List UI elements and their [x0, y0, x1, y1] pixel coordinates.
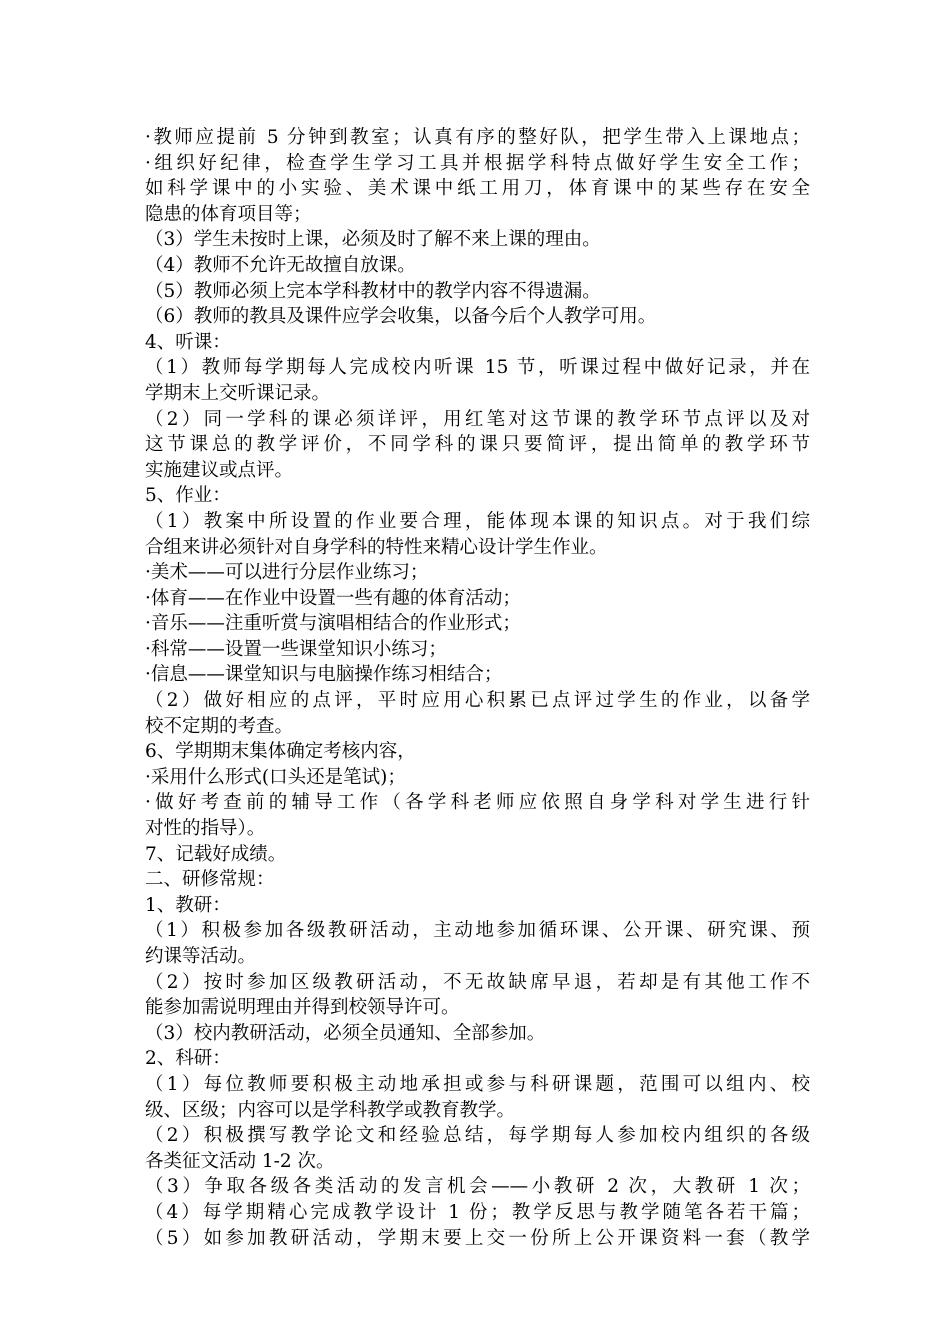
- text-line: （4）每学期精心完成教学设计 1 份；教学反思与教学随笔各若干篇；: [145, 1201, 810, 1223]
- text-line: 二、研修常规：: [145, 869, 275, 891]
- text-line: 校不定期的考查。: [145, 715, 294, 737]
- text-line: ·采用什么形式(口头还是笔试)；: [145, 766, 406, 788]
- text-line: （1）积极参加各级教研活动，主动地参加循环课、公开课、研究课、预: [145, 920, 810, 942]
- text-line: ·科常——设置一些课堂知识小练习；: [145, 638, 447, 660]
- text-line: （3）争取各级各类活动的发言机会——小教研 2 次，大教研 1 次；: [145, 1176, 810, 1198]
- text-line: 7、记载好成绩。: [145, 843, 287, 865]
- text-line: ·体育——在作业中设置一些有趣的体育活动；: [145, 587, 521, 609]
- text-line: ·做好考查前的辅导工作（各学科老师应依照自身学科对学生进行针: [145, 792, 810, 814]
- text-line: 1、教研：: [145, 894, 231, 916]
- text-line: （5）如参加教研活动，学期末要上交一份所上公开课资料一套（教学: [145, 1227, 810, 1249]
- text-line: 能参加需说明理由并得到校领导许可。: [145, 997, 460, 1019]
- text-line: （3）学生未按时上课，必须及时了解不来上课的理由。: [145, 229, 601, 251]
- text-line: 6、学期期末集体确定考核内容，: [145, 741, 416, 763]
- text-line: ·组织好纪律，检查学生学习工具并根据学科特点做好学生安全工作；: [145, 152, 810, 174]
- text-line: 4、听课：: [145, 331, 231, 353]
- text-line: ·音乐——注重听赏与演唱相结合的作业形式；: [145, 613, 521, 635]
- text-line: （4）教师不允许无故擅自放课。: [145, 254, 416, 276]
- text-line: ·教师应提前 5 分钟到教室；认真有序的整好队，把学生带入上课地点；: [145, 127, 810, 148]
- text-line: 约课等活动。: [145, 946, 257, 967]
- text-line: （2）积极撰写教学论文和经验总结，每学期每人参加校内组织的各级: [145, 1125, 810, 1147]
- text-line: 学期末上交听课记录。: [145, 382, 331, 404]
- text-line: 5、作业：: [145, 485, 231, 507]
- text-line: 2、科研：: [145, 1048, 231, 1070]
- text-line: ·信息——课堂知识与电脑操作练习相结合；: [145, 664, 503, 686]
- text-line: （1）教案中所设置的作业要合理，能体现本课的知识点。对于我们综: [145, 510, 810, 532]
- text-line: 合组来讲必须针对自身学科的特性来精心设计学生作业。: [145, 536, 608, 558]
- text-line: 实施建议或点评。: [145, 459, 294, 481]
- text-line: 这节课总的教学评价，不同学科的课只要简评，提出简单的教学环节: [145, 434, 810, 456]
- text-line: 如科学课中的小实验、美术课中纸工用刀，体育课中的某些存在安全: [145, 178, 810, 200]
- text-line: （3）校内教研活动，必须全员通知、全部参加。: [145, 1022, 546, 1044]
- text-line: 各类征文活动 1-2 次。: [145, 1150, 335, 1172]
- text-line: （2）按时参加区级教研活动，不无故缺席早退，若却是有其他工作不: [145, 971, 810, 993]
- text-line: ·美术——可以进行分层作业练习；: [145, 562, 429, 584]
- text-line: 对性的指导）。: [145, 818, 266, 840]
- text-line: （2）做好相应的点评，平时应用心积累已点评过学生的作业，以备学: [145, 690, 810, 712]
- document-body: [145, 125, 810, 1251]
- text-line: 级、区级；内容可以是学科教学或教育教学。: [145, 1099, 516, 1121]
- text-line: （2）同一学科的课必须详评，用红笔对这节课的教学环节点评以及对: [145, 408, 810, 430]
- text-line: （5）教师必须上完本学科教材中的教学内容不得遗漏。: [145, 280, 601, 302]
- text-line: （1）每位教师要积极主动地承担或参与科研课题，范围可以组内、校: [145, 1073, 810, 1095]
- text-line: 隐患的体育项目等；: [145, 203, 312, 225]
- text-line: （1）教师每学期每人完成校内听课 15 节，听课过程中做好记录，并在: [145, 357, 810, 379]
- text-line: （6）教师的教具及课件应学会收集，以备今后个人教学可用。: [145, 306, 657, 328]
